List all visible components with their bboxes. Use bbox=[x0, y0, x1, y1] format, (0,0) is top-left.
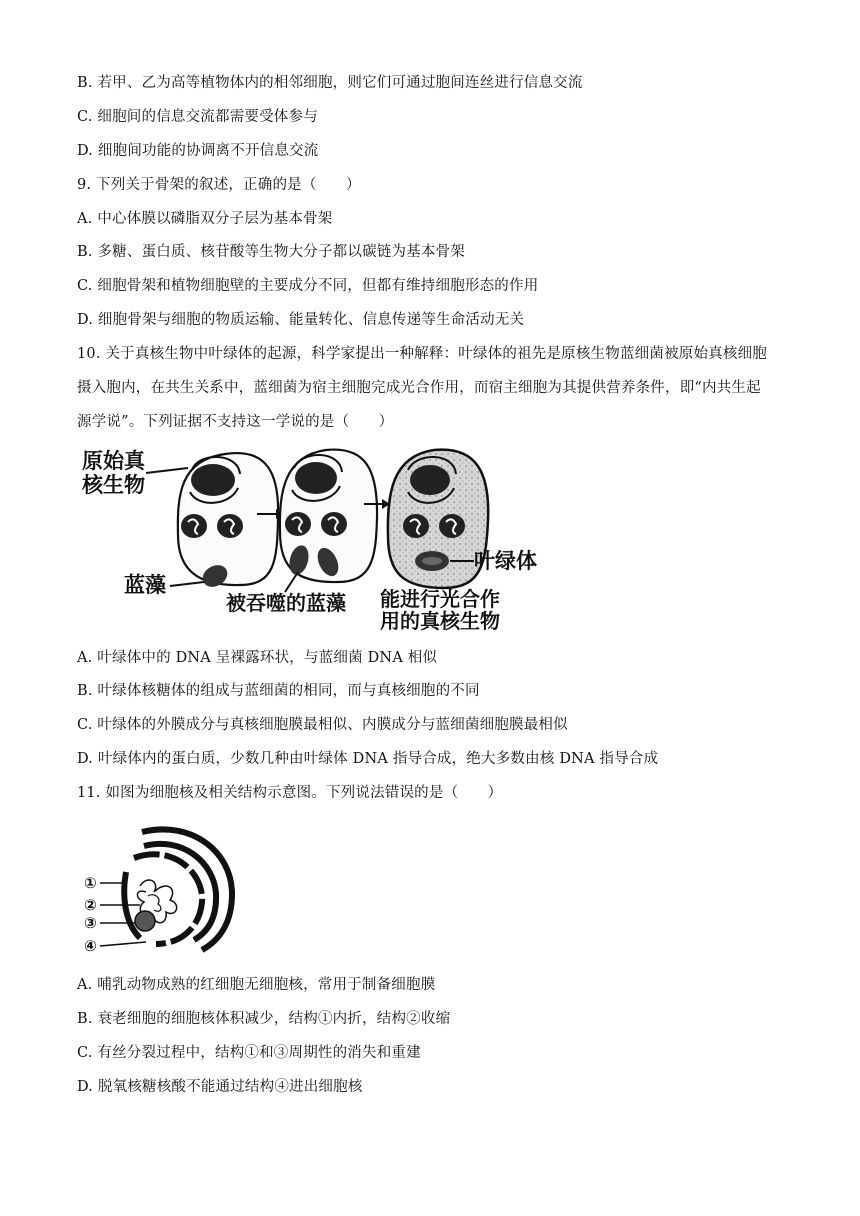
label-photo-l1: 能进行光合作 bbox=[380, 587, 500, 611]
marker-1: ① bbox=[84, 874, 97, 892]
q10-stem-line3: 源学说”。下列证据不支持这一学说的是（ ） bbox=[77, 414, 394, 430]
label-primitive-l1: 原始真 bbox=[82, 449, 145, 473]
q10-option-a: A. 叶绿体中的 DNA 呈裸露环状，与蓝细菌 DNA 相似 bbox=[77, 650, 438, 666]
marker-2: ② bbox=[84, 896, 97, 914]
engulfing-cell bbox=[280, 450, 377, 582]
q10-stem-line2: 摄入胞内，在共生关系中，蓝细菌为宿主细胞完成光合作用，而宿主细胞为其提供营养条件，即“内共生起 bbox=[77, 380, 761, 396]
nucleus-figure bbox=[82, 822, 242, 957]
q9-option-a: A. 中心体膜以磷脂双分子层为基本骨架 bbox=[77, 211, 333, 227]
q10-option-d: D. 叶绿体内的蛋白质，少数几种由叶绿体 DNA 指导合成，绝大多数由核 DNA 指导合成 bbox=[77, 751, 659, 767]
label-photo-l2: 用的真核生物 bbox=[380, 609, 500, 633]
q11-option-d: D. 脱氧核糖核酸不能通过结构④进出细胞核 bbox=[77, 1079, 363, 1095]
q8-option-d: D. 细胞间功能的协调离不开信息交流 bbox=[77, 143, 319, 159]
q11-option-a: A. 哺乳动物成熟的红细胞无细胞核，常用于制备细胞膜 bbox=[77, 977, 436, 993]
q10-stem-line1: 10. 关于真核生物中叶绿体的起源，科学家提出一种解释：叶绿体的祖先是原核生物蓝细菌被原始真核细胞 bbox=[77, 346, 767, 362]
q11-option-b: B. 衰老细胞的细胞核体积减少，结构①内折，结构②收缩 bbox=[77, 1011, 451, 1027]
q10-option-b: B. 叶绿体核糖体的组成与蓝细菌的相同，而与真核细胞的不同 bbox=[77, 683, 480, 699]
marker-3: ③ bbox=[84, 914, 97, 932]
q8-option-b: B. 若甲、乙为高等植物体内的相邻细胞，则它们可通过胞间连丝进行信息交流 bbox=[77, 75, 583, 91]
q8-option-c: C. 细胞间的信息交流都需要受体参与 bbox=[77, 109, 318, 125]
primitive-cell bbox=[178, 453, 278, 585]
label-primitive-l2: 核生物 bbox=[82, 473, 145, 497]
q9-option-b: B. 多糖、蛋白质、核苷酸等生物大分子都以碳链为基本骨架 bbox=[77, 244, 465, 260]
label-chloroplast: 叶绿体 bbox=[474, 549, 537, 573]
q10-option-c: C. 叶绿体的外膜成分与真核细胞膜最相似、内膜成分与蓝细菌细胞膜最相似 bbox=[77, 717, 568, 733]
q9-option-d: D. 细胞骨架与细胞的物质运输、能量转化、信息传递等生命活动无关 bbox=[77, 312, 525, 328]
label-engulfed: 被吞噬的蓝藻 bbox=[226, 591, 346, 615]
marker-4: ④ bbox=[84, 937, 97, 955]
label-cyanobacteria: 蓝藻 bbox=[124, 573, 166, 597]
q11-stem: 11. 如图为细胞核及相关结构示意图。下列说法错误的是（ ） bbox=[77, 785, 503, 801]
endosymbiosis-figure bbox=[80, 440, 560, 635]
q9-option-c: C. 细胞骨架和植物细胞壁的主要成分不同，但都有维持细胞形态的作用 bbox=[77, 278, 539, 294]
q11-option-c: C. 有丝分裂过程中，结构①和③周期性的消失和重建 bbox=[77, 1045, 421, 1061]
q9-stem: 9. 下列关于骨架的叙述，正确的是（ ） bbox=[77, 177, 361, 193]
